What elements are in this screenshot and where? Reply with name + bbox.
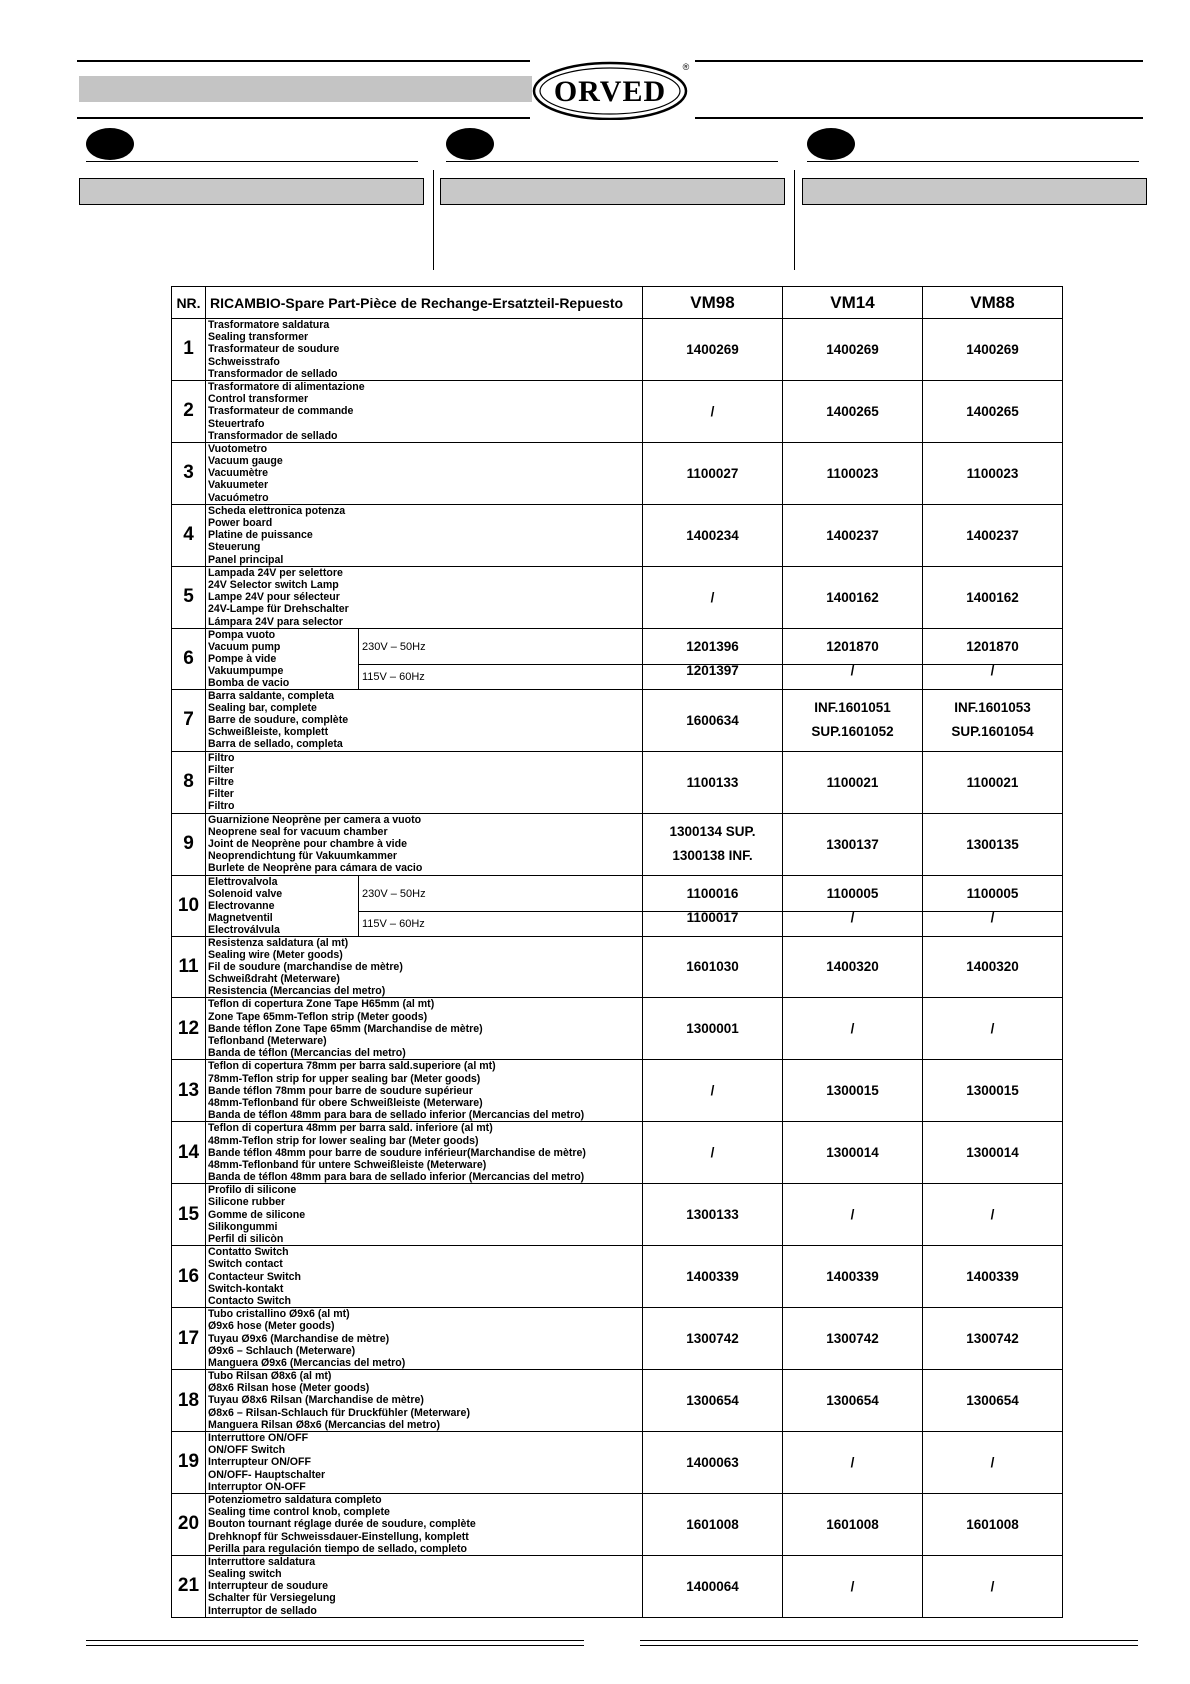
- part-code-115v: 1201397: [686, 662, 739, 678]
- part-code-vm98: 1300133: [643, 1184, 783, 1246]
- description-line: Filtro: [208, 751, 235, 764]
- description-line: Schweißdraht (Meterware): [208, 973, 340, 986]
- description-line: Sealing transformer: [208, 331, 309, 344]
- description-line: Interruptor de sellado: [208, 1604, 317, 1617]
- description-line: 48mm-Teflonband für untere Schweißleiste (Meterware): [208, 1158, 487, 1171]
- description-line: Perfil di silicòn: [208, 1233, 284, 1245]
- description-line: Resistencia (Mercancias del metro): [208, 985, 386, 998]
- voltage-options: [359, 876, 642, 936]
- part-description: [206, 629, 359, 689]
- part-description: [206, 689, 643, 751]
- column-2-title-bar: [440, 178, 785, 205]
- part-code-vm88: [923, 875, 1063, 936]
- description-line: Ø8x6 – Rilsan-Schlauch für Druckfühler (Meterware): [208, 1406, 470, 1419]
- description-line: Banda de téflon 48mm para bara de sellado inferior (Mercancias del metro): [208, 1109, 585, 1122]
- part-code-vm14: /: [783, 1184, 923, 1246]
- description-line: Lampada 24V per selettore: [208, 566, 343, 579]
- part-code-vm98: 1100133: [643, 751, 783, 813]
- description-line: Contacto Switch: [208, 1294, 291, 1307]
- part-code-230v: 1201870: [783, 629, 922, 665]
- table-row: [172, 1432, 1063, 1494]
- part-code-vm88: 1400339: [923, 1246, 1063, 1308]
- description-line: Banda de téflon 48mm para bara de sellado inferior (Mercancias del metro): [208, 1171, 585, 1184]
- table-row: [172, 1060, 1063, 1122]
- part-description: [206, 1370, 643, 1432]
- row-number: 20: [172, 1493, 206, 1555]
- part-code-230v: 1201870: [923, 629, 1062, 665]
- part-code-vm98: /: [643, 566, 783, 628]
- voltage-115v: 115V – 60Hz: [362, 670, 425, 683]
- part-code-vm98: [643, 875, 783, 936]
- column-1-title-bar: [79, 178, 424, 205]
- part-code-vm88: [923, 628, 1063, 689]
- part-code-line: SUP.1601052: [811, 724, 894, 740]
- part-code-vm98: 1400064: [643, 1555, 783, 1617]
- part-description: [206, 1246, 643, 1308]
- description-line: Fil de soudure (marchandise de mètre): [208, 960, 403, 973]
- row-number: 3: [172, 442, 206, 504]
- description-line: Silicone rubber: [208, 1196, 286, 1209]
- description-line: 24V-Lampe für Drehschalter: [208, 603, 349, 616]
- description-line: Banda de téflon (Mercancias del metro): [208, 1047, 406, 1060]
- table-row: [172, 751, 1063, 813]
- part-code-vm88: 1300135: [923, 813, 1063, 875]
- description-line: Tubo Rilsan Ø8x6 (al mt): [208, 1370, 332, 1383]
- part-code-vm98: 1300001: [643, 998, 783, 1060]
- description-line: Contatto Switch: [208, 1246, 289, 1259]
- footer-rule-left-2: [86, 1645, 584, 1646]
- description-line: ON/OFF- Hauptschalter: [208, 1468, 326, 1481]
- registered-mark: ®: [682, 62, 690, 72]
- part-code-vm98: 1100027: [643, 442, 783, 504]
- part-description: [206, 936, 643, 998]
- description-line: Tubo cristallino Ø9x6 (al mt): [208, 1308, 350, 1321]
- part-description-with-voltage: [206, 875, 643, 936]
- footer-rule-right-1: [640, 1640, 1138, 1641]
- part-description: [206, 504, 643, 566]
- description-line: Gomme de silicone: [208, 1208, 306, 1221]
- description-line: Electroválvula: [208, 924, 280, 936]
- part-code-vm14: 1400265: [783, 380, 923, 442]
- description-line: 48mm-Teflonband für obere Schweißleiste (Meterware): [208, 1096, 483, 1109]
- part-code-vm88: 1300015: [923, 1060, 1063, 1122]
- description-line: Neoprene seal for vacuum chamber: [208, 825, 388, 838]
- part-code-vm14: /: [783, 1432, 923, 1494]
- description-line: Barra saldante, completa: [208, 689, 334, 702]
- description-line: Teflon di copertura Zone Tape H65mm (al mt): [208, 998, 435, 1011]
- part-code-vm14: [783, 689, 923, 751]
- header-nr: NR.: [172, 287, 206, 319]
- description-line: Switch-kontakt: [208, 1282, 284, 1295]
- part-code-vm14: 1400237: [783, 504, 923, 566]
- description-line: Ø8x6 Rilsan hose (Meter goods): [208, 1382, 370, 1395]
- part-description: [206, 998, 643, 1060]
- description-line: Pompe à vide: [208, 653, 277, 666]
- part-code-vm88: 1300654: [923, 1370, 1063, 1432]
- orved-logo: [532, 60, 692, 120]
- part-code-vm88: 1300742: [923, 1308, 1063, 1370]
- description-line: Teflonband (Meterware): [208, 1035, 327, 1047]
- part-code-vm98: 1400339: [643, 1246, 783, 1308]
- part-code-vm88: /: [923, 998, 1063, 1060]
- row-number: 7: [172, 689, 206, 751]
- description-line: Panel principal: [208, 553, 284, 566]
- row-number: 6: [172, 628, 206, 689]
- part-description: [206, 876, 359, 936]
- description-line: Schweißleiste, komplett: [208, 726, 329, 739]
- description-line: Electrovanne: [208, 899, 275, 912]
- description-line: Zone Tape 65mm-Teflon strip (Meter goods): [208, 1010, 428, 1023]
- description-line: Power board: [208, 517, 273, 529]
- table-row: [172, 1370, 1063, 1432]
- part-code-vm98: [643, 628, 783, 689]
- row-number: 18: [172, 1370, 206, 1432]
- description-line: Drehknopf für Schweissdauer-Einstellung, komplett: [208, 1530, 469, 1543]
- description-line: Switch contact: [208, 1258, 283, 1271]
- part-code-vm14: 1601008: [783, 1493, 923, 1555]
- column-1-rule: [86, 161, 418, 162]
- description-line: Steuerung: [208, 541, 261, 554]
- row-number: 9: [172, 813, 206, 875]
- description-line: Manguera Rilsan Ø8x6 (Mercancias del metro): [208, 1418, 440, 1431]
- voltage-230v: 230V – 50Hz: [359, 876, 642, 912]
- table-row: [172, 1122, 1063, 1184]
- part-code-vm14: 1400162: [783, 566, 923, 628]
- description-line: Filtre: [208, 776, 234, 788]
- description-line: Barre de soudure, complète: [208, 714, 349, 727]
- description-line: Solenoid valve: [208, 887, 283, 900]
- description-line: Vakuumpumpe: [208, 665, 284, 678]
- voltage-115v: 115V – 60Hz: [362, 917, 425, 930]
- part-code-230v: 1100005: [783, 876, 922, 912]
- part-description: [206, 1493, 643, 1555]
- row-number: 10: [172, 875, 206, 936]
- column-3-rule: [807, 161, 1139, 162]
- description-line: Joint de Neoprène pour chambre à vide: [208, 837, 407, 850]
- part-code-vm88: 1400237: [923, 504, 1063, 566]
- table-row: [172, 689, 1063, 751]
- description-line: Barra de sellado, completa: [208, 738, 343, 751]
- part-code-vm14: 1400320: [783, 936, 923, 998]
- header-model-vm14: VM14: [783, 287, 923, 319]
- part-description-with-voltage: [206, 628, 643, 689]
- part-code-230v: 1100005: [923, 876, 1062, 912]
- description-line: Interruptor ON-OFF: [208, 1480, 306, 1493]
- part-description: [206, 319, 643, 381]
- description-line: Ø9x6 – Schlauch (Meterware): [208, 1344, 356, 1357]
- description-line: Sealing bar, complete: [208, 701, 317, 714]
- part-code-vm88: 1400162: [923, 566, 1063, 628]
- part-code-vm14: 1400269: [783, 319, 923, 381]
- table-row: [172, 1555, 1063, 1617]
- part-description: [206, 1555, 643, 1617]
- part-code-vm14: 1300014: [783, 1122, 923, 1184]
- description-line: Sealing wire (Meter goods): [208, 948, 343, 961]
- part-code-vm98: /: [643, 380, 783, 442]
- part-description: [206, 442, 643, 504]
- language-flag-dot-3: [807, 128, 855, 160]
- table-row: [172, 1308, 1063, 1370]
- description-line: Ø9x6 hose (Meter goods): [208, 1320, 335, 1333]
- voltage-230v: 230V – 50Hz: [359, 629, 642, 665]
- row-number: 1: [172, 319, 206, 381]
- part-code-vm98: /: [643, 1060, 783, 1122]
- description-line: Magnetventil: [208, 912, 273, 925]
- part-code-line: SUP.1601054: [951, 724, 1034, 740]
- description-line: Lámpara 24V para selector: [208, 615, 343, 628]
- row-number: 17: [172, 1308, 206, 1370]
- header-spare-part: RICAMBIO-Spare Part-Pièce de Rechange-Ersatzteil-Repuesto: [206, 287, 643, 319]
- row-number: 8: [172, 751, 206, 813]
- description-line: Perilla para regulación tiempo de sellado, completo: [208, 1542, 468, 1555]
- description-line: Trasformatore saldatura: [208, 319, 330, 331]
- part-code-vm88: 1100021: [923, 751, 1063, 813]
- row-number: 13: [172, 1060, 206, 1122]
- row-number: 12: [172, 998, 206, 1060]
- description-line: Trasformatore di alimentazione: [208, 380, 365, 393]
- table-row: [172, 1493, 1063, 1555]
- description-line: Guarnizione Neoprène per camera a vuoto: [208, 813, 422, 826]
- table-row: [172, 319, 1063, 381]
- table-row: [172, 813, 1063, 875]
- header-bottom-rule-right: [695, 117, 1143, 119]
- description-line: Bande téflon Zone Tape 65mm (Marchandise de mètre): [208, 1022, 483, 1035]
- part-description: [206, 566, 643, 628]
- table-row: [172, 628, 1063, 689]
- row-number: 4: [172, 504, 206, 566]
- spare-parts-table: [171, 286, 1063, 1618]
- description-line: Vakuumeter: [208, 479, 269, 492]
- description-line: Vacuum pump: [208, 640, 281, 653]
- description-line: Vacuómetro: [208, 491, 269, 504]
- table-row: [172, 504, 1063, 566]
- header-top-rule-right: [695, 60, 1143, 62]
- description-line: ON/OFF Switch: [208, 1444, 286, 1457]
- description-line: Sealing time control knob, complete: [208, 1506, 390, 1519]
- description-line: Interruttore saldatura: [208, 1555, 316, 1568]
- footer-rule-left-1: [86, 1640, 584, 1641]
- part-code-115v: /: [990, 662, 995, 678]
- part-code-vm14: /: [783, 1555, 923, 1617]
- part-description: [206, 1060, 643, 1122]
- part-code-vm98: 1601030: [643, 936, 783, 998]
- description-line: Steuertrafo: [208, 417, 265, 430]
- column-divider-1: [433, 170, 434, 270]
- part-description: [206, 813, 643, 875]
- table-body: [172, 319, 1063, 1618]
- description-line: Bande téflon 48mm pour barre de soudure inférieur(Marchandise de mètre): [208, 1146, 586, 1159]
- part-description: [206, 1122, 643, 1184]
- part-code-line: INF.1601053: [954, 700, 1031, 716]
- part-code-vm88: 1400269: [923, 319, 1063, 381]
- description-line: Trasformateur de soudure: [208, 343, 340, 356]
- part-code-vm14: 1300742: [783, 1308, 923, 1370]
- table-header-row: [172, 287, 1063, 319]
- description-line: Lampe 24V pour sélecteur: [208, 591, 340, 604]
- part-code-vm98: 1400063: [643, 1432, 783, 1494]
- description-line: Control transformer: [208, 393, 309, 406]
- header-bottom-rule-left: [77, 117, 530, 119]
- column-3-title-bar: [802, 178, 1147, 205]
- part-code-line: 1300138 INF.: [672, 848, 753, 864]
- description-line: Bomba de vacio: [208, 677, 290, 689]
- part-code-vm14: /: [783, 998, 923, 1060]
- description-line: Teflon di copertura 48mm per barra sald. inferiore (al mt): [208, 1122, 493, 1135]
- description-line: Contacteur Switch: [208, 1270, 302, 1283]
- part-code-vm88: 1400320: [923, 936, 1063, 998]
- part-description: [206, 751, 643, 813]
- description-line: Tuyau Ø8x6 Rilsan (Marchandise de mètre): [208, 1394, 424, 1407]
- part-code-vm98: [643, 813, 783, 875]
- description-line: Scheda elettronica potenza: [208, 504, 346, 517]
- part-code-vm98: 1300742: [643, 1308, 783, 1370]
- part-code-vm88: /: [923, 1432, 1063, 1494]
- table-row: [172, 1246, 1063, 1308]
- part-code-vm14: 1300015: [783, 1060, 923, 1122]
- part-code-vm14: 1100021: [783, 751, 923, 813]
- description-line: Silikongummi: [208, 1220, 278, 1233]
- table-row: [172, 1184, 1063, 1246]
- table-row: [172, 380, 1063, 442]
- description-line: Platine de puissance: [208, 529, 313, 542]
- table-row: [172, 998, 1063, 1060]
- part-code-vm98: 1600634: [643, 689, 783, 751]
- part-code-vm14: 1300654: [783, 1370, 923, 1432]
- row-number: 11: [172, 936, 206, 998]
- description-line: Vacuumètre: [208, 467, 269, 480]
- row-number: 19: [172, 1432, 206, 1494]
- part-code-vm98: 1400269: [643, 319, 783, 381]
- description-line: Trasformateur de commande: [208, 405, 354, 418]
- description-line: Pompa vuoto: [208, 628, 276, 641]
- part-code-230v: 1201396: [643, 629, 782, 665]
- table-row: [172, 875, 1063, 936]
- part-code-vm14: 1400339: [783, 1246, 923, 1308]
- part-code-line: 1300134 SUP.: [669, 824, 756, 840]
- description-line: Transformador de sellado: [208, 429, 338, 442]
- part-code-vm98: 1300654: [643, 1370, 783, 1432]
- part-description: [206, 380, 643, 442]
- description-line: Filter: [208, 788, 234, 801]
- description-line: Schalter für Versiegelung: [208, 1592, 336, 1605]
- description-line: Filter: [208, 763, 234, 776]
- part-code-vm88: 1300014: [923, 1122, 1063, 1184]
- table-row: [172, 442, 1063, 504]
- description-line: Teflon di copertura 78mm per barra sald.superiore (al mt): [208, 1060, 496, 1073]
- part-code-vm14: [783, 628, 923, 689]
- part-description: [206, 1184, 643, 1246]
- row-number: 14: [172, 1122, 206, 1184]
- part-code-vm14: [783, 875, 923, 936]
- voltage-options: [359, 629, 642, 689]
- description-line: Interrupteur ON/OFF: [208, 1456, 311, 1469]
- row-number: 5: [172, 566, 206, 628]
- part-code-230v: 1100016: [643, 876, 782, 912]
- description-line: Manguera Ø9x6 (Mercancias del metro): [208, 1356, 406, 1369]
- row-number: 15: [172, 1184, 206, 1246]
- description-line: Interruttore ON/OFF: [208, 1432, 309, 1444]
- part-code-line: INF.1601051: [814, 700, 891, 716]
- part-description: [206, 1432, 643, 1494]
- description-line: 24V Selector switch Lamp: [208, 578, 339, 591]
- description-line: Burlete de Neoprène para cámara de vacio: [208, 862, 423, 875]
- table-row: [172, 566, 1063, 628]
- brand-wordmark: ORVED: [553, 75, 667, 108]
- description-line: Schweisstrafo: [208, 355, 280, 368]
- description-line: 48mm-Teflon strip for lower sealing bar (Meter goods): [208, 1134, 479, 1147]
- row-number: 21: [172, 1555, 206, 1617]
- part-code-vm88: 1100023: [923, 442, 1063, 504]
- part-code-vm88: 1601008: [923, 1493, 1063, 1555]
- row-number: 2: [172, 380, 206, 442]
- description-line: Bande téflon 78mm pour barre de soudure supérieur: [208, 1084, 473, 1097]
- description-line: 78mm-Teflon strip for upper sealing bar (Meter goods): [208, 1072, 481, 1085]
- part-description: [206, 1308, 643, 1370]
- description-line: Transformador de sellado: [208, 367, 338, 380]
- description-line: Interrupteur de soudure: [208, 1580, 329, 1593]
- description-line: Sealing switch: [208, 1568, 282, 1581]
- part-code-115v: /: [850, 909, 855, 925]
- description-line: Vuotometro: [208, 442, 268, 455]
- description-line: Resistenza saldatura (al mt): [208, 936, 349, 949]
- header-top-rule-left: [77, 60, 530, 62]
- description-line: Bouton tournant réglage durée de soudure, complète: [208, 1518, 476, 1531]
- description-line: Potenziometro saldatura completo: [208, 1493, 382, 1506]
- footer-rule-right-2: [640, 1645, 1138, 1646]
- header-model-vm98: VM98: [643, 287, 783, 319]
- part-code-vm14: 1300137: [783, 813, 923, 875]
- row-number: 16: [172, 1246, 206, 1308]
- header-grey-band: [79, 76, 532, 102]
- header-model-vm88: VM88: [923, 287, 1063, 319]
- description-line: Vacuum gauge: [208, 455, 283, 468]
- part-code-vm88: /: [923, 1555, 1063, 1617]
- part-code-115v: 1100017: [686, 909, 739, 925]
- description-line: Profilo di silicone: [208, 1184, 297, 1197]
- description-line: Filtro: [208, 800, 235, 813]
- column-2-rule: [446, 161, 778, 162]
- language-flag-dot-2: [446, 128, 494, 160]
- part-code-vm98: /: [643, 1122, 783, 1184]
- part-code-vm98: 1601008: [643, 1493, 783, 1555]
- description-line: Elettrovalvola: [208, 875, 278, 888]
- part-code-vm14: 1100023: [783, 442, 923, 504]
- description-line: Tuyau Ø9x6 (Marchandise de mètre): [208, 1332, 390, 1345]
- table-row: [172, 936, 1063, 998]
- language-flag-dot-1: [86, 128, 134, 160]
- part-code-115v: /: [850, 662, 855, 678]
- part-code-vm88: [923, 689, 1063, 751]
- part-code-vm88: /: [923, 1184, 1063, 1246]
- column-divider-2: [794, 170, 795, 270]
- part-code-115v: /: [990, 909, 995, 925]
- part-code-vm98: 1400234: [643, 504, 783, 566]
- description-line: Neoprendichtung für Vakuumkammer: [208, 850, 397, 863]
- part-code-vm88: 1400265: [923, 380, 1063, 442]
